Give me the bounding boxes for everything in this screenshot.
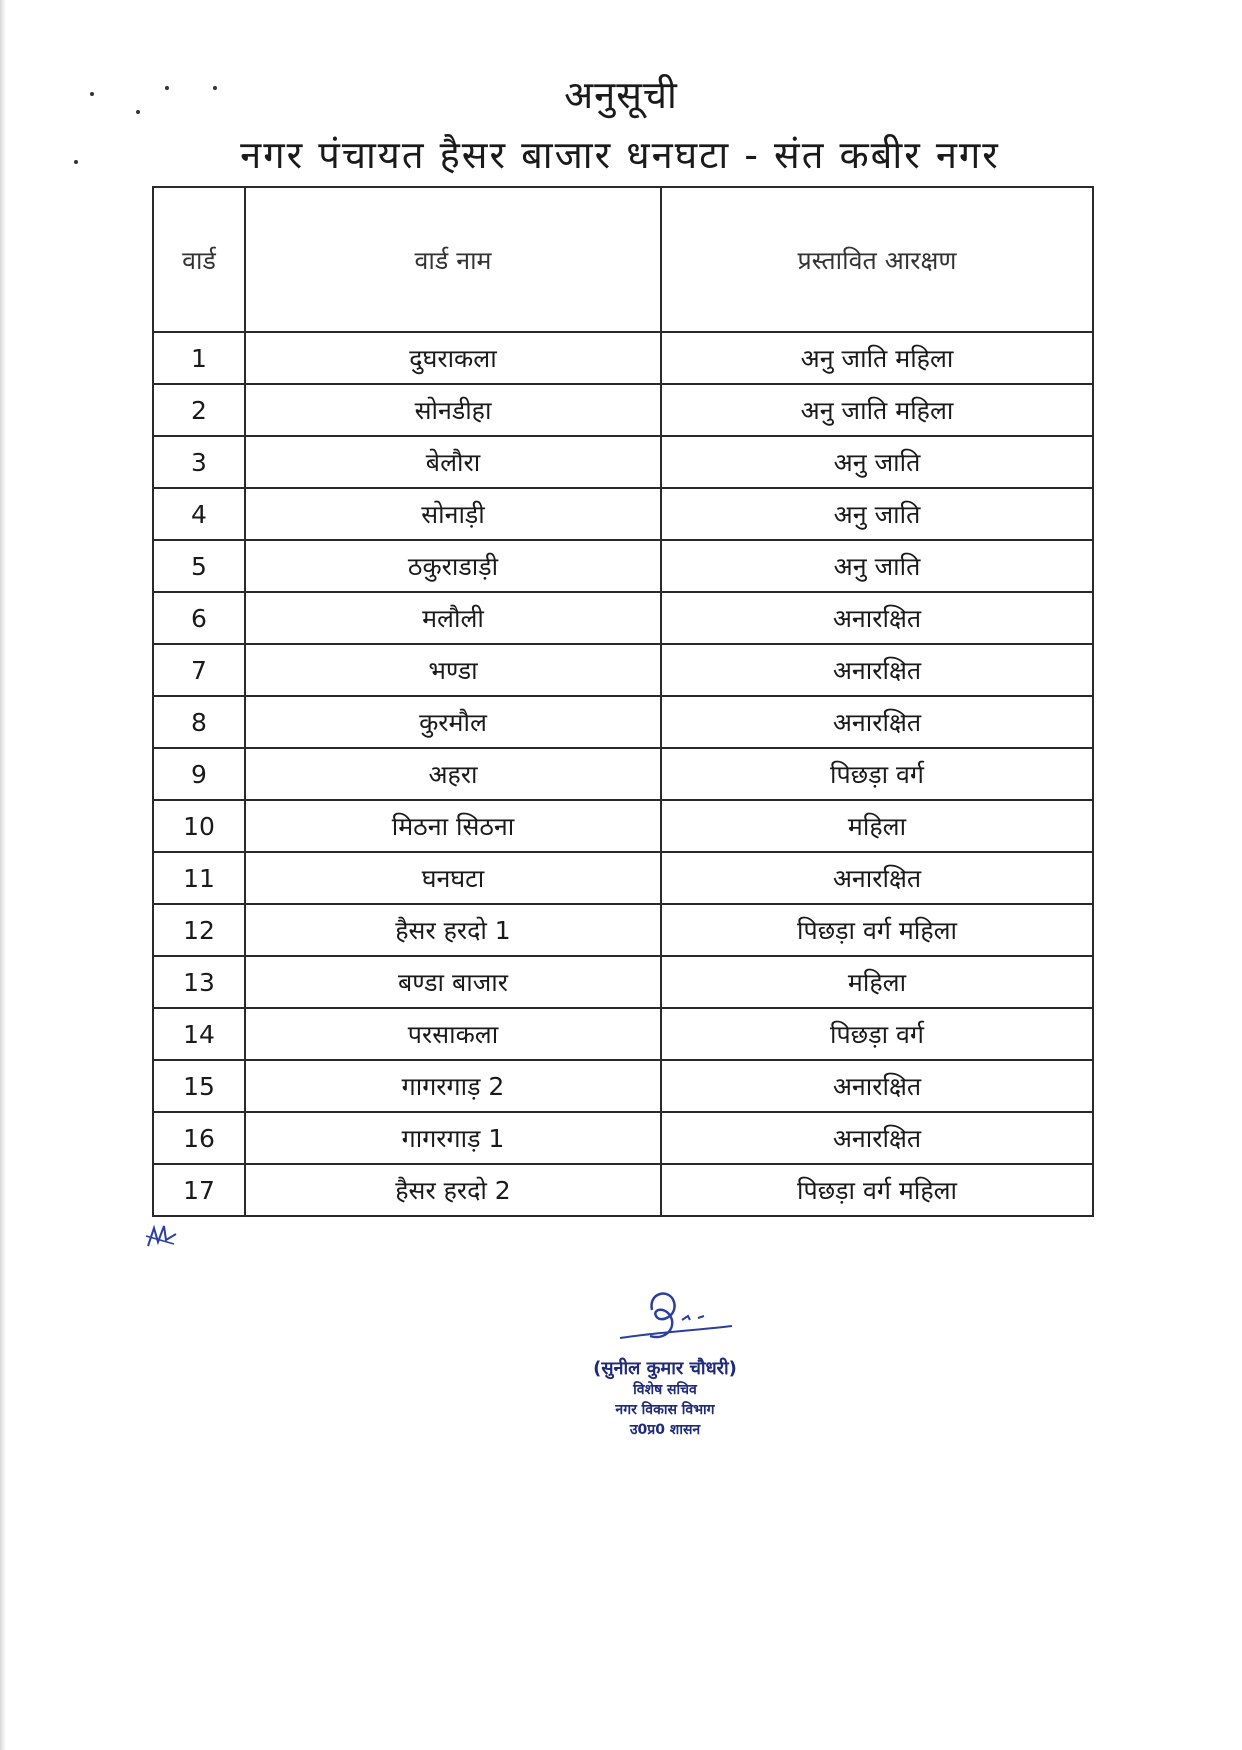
table-row [153,956,1093,1008]
signatory-designation: विशेष सचिव [633,1382,697,1398]
reservation-cell: अनु जाति [661,436,1093,488]
ward-number-cell: 11 [153,852,245,904]
ward-name-cell: ठकुराडाड़ी [245,540,661,592]
table-row [153,696,1093,748]
table-row [153,1008,1093,1060]
ward-number-cell: 6 [153,592,245,644]
ward-number-cell: 13 [153,956,245,1008]
signatory-name: (सुनील कुमार चौधरी) [593,1358,737,1379]
table-row [153,1112,1093,1164]
stray-mark [74,160,78,164]
table-row [153,644,1093,696]
ward-name-cell: अहरा [245,748,661,800]
table-row [153,384,1093,436]
reservation-cell: अनारक्षित [661,696,1093,748]
ward-name-cell: बेलौरा [245,436,661,488]
table-row [153,1164,1093,1216]
table-row [153,332,1093,384]
reservation-cell: अनारक्षित [661,644,1093,696]
table-row [153,1060,1093,1112]
ward-number-cell: 7 [153,644,245,696]
ward-name-cell: हैसर हरदो 2 [245,1164,661,1216]
reservation-cell: महिला [661,800,1093,852]
ward-name-cell: हैसर हरदो 1 [245,904,661,956]
reservation-cell: पिछड़ा वर्ग महिला [661,904,1093,956]
reservation-table [152,186,1094,1217]
ward-number-cell: 9 [153,748,245,800]
reservation-cell: अनारक्षित [661,852,1093,904]
table-row [153,800,1093,852]
page-edge [0,0,6,1750]
ward-number-cell: 14 [153,1008,245,1060]
reservation-cell: अनु जाति महिला [661,384,1093,436]
ward-number-cell: 8 [153,696,245,748]
ward-name-cell: गागरगाड़ 2 [245,1060,661,1112]
ward-name-cell: सोनडीहा [245,384,661,436]
signature-block [540,1280,790,1440]
ward-name-cell: भण्डा [245,644,661,696]
reservation-cell: अनारक्षित [661,592,1093,644]
reservation-cell: अनारक्षित [661,1112,1093,1164]
table-body [153,332,1093,1216]
ward-number-cell: 2 [153,384,245,436]
ward-name-cell: मलौली [245,592,661,644]
reservation-cell: अनु जाति [661,488,1093,540]
reservation-cell: पिछड़ा वर्ग [661,748,1093,800]
table-header-row [153,187,1093,332]
ward-name-cell: घनघटा [245,852,661,904]
reservation-cell: पिछड़ा वर्ग [661,1008,1093,1060]
table-row [153,748,1093,800]
table-row [153,592,1093,644]
signatory-office: उ0प्र0 शासन [629,1422,701,1438]
ward-number-cell: 4 [153,488,245,540]
column-header-reservation: प्रस्तावित आरक्षण [661,187,1093,332]
table-row [153,488,1093,540]
ward-name-cell: कुरमौल [245,696,661,748]
ward-number-cell: 12 [153,904,245,956]
ward-name-cell: दुघराकला [245,332,661,384]
ward-number-cell: 5 [153,540,245,592]
ward-name-cell: सोनाड़ी [245,488,661,540]
ward-name-cell: मिठना सिठना [245,800,661,852]
ward-number-cell: 15 [153,1060,245,1112]
ward-number-cell: 1 [153,332,245,384]
ward-name-cell: परसाकला [245,1008,661,1060]
column-header-ward: वार्ड [153,187,245,332]
signature-icon [590,1280,740,1350]
reservation-cell: महिला [661,956,1093,1008]
signatory-department: नगर विकास विभाग [615,1402,715,1418]
reservation-cell: अनारक्षित [661,1060,1093,1112]
document-title: अनुसूची [564,73,678,117]
reservation-cell: पिछड़ा वर्ग महिला [661,1164,1093,1216]
reservation-cell: अनु जाति महिला [661,332,1093,384]
table-row [153,540,1093,592]
table-row [153,852,1093,904]
ward-name-cell: गागरगाड़ 1 [245,1112,661,1164]
document-subtitle: नगर पंचायत हैसर बाजार धनघटा - संत कबीर नगर [240,133,1000,177]
initial-mark-icon [144,1222,180,1250]
ward-number-cell: 17 [153,1164,245,1216]
ward-number-cell: 3 [153,436,245,488]
reservation-cell: अनु जाति [661,540,1093,592]
column-header-ward-name: वार्ड नाम [245,187,661,332]
ward-number-cell: 10 [153,800,245,852]
table-row [153,436,1093,488]
table-row [153,904,1093,956]
ward-number-cell: 16 [153,1112,245,1164]
ward-name-cell: बण्डा बाजार [245,956,661,1008]
